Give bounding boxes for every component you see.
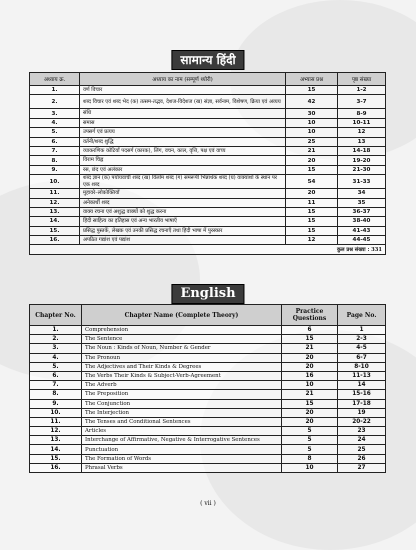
chapter-name: Phrasal Verbs bbox=[82, 463, 282, 472]
chapter-no: 3. bbox=[30, 109, 80, 118]
header-chapter-no: Chapter No. bbox=[30, 305, 82, 326]
practice-questions: 10 bbox=[282, 463, 338, 472]
chapter-no: 1. bbox=[30, 86, 80, 95]
chapter-no: 7. bbox=[30, 146, 80, 155]
table-header-row bbox=[30, 305, 386, 326]
chapter-no: 11. bbox=[30, 189, 80, 198]
chapter-name: Punctuation bbox=[82, 445, 282, 454]
page-no: 27 bbox=[338, 463, 386, 472]
page-no: 6-7 bbox=[338, 353, 386, 362]
chapter-name: रस, छंद एवं अलंकार bbox=[80, 165, 286, 174]
table-row bbox=[30, 165, 386, 174]
chapter-no: 3. bbox=[30, 344, 82, 353]
chapter-no: 16. bbox=[30, 463, 82, 472]
table-row bbox=[30, 95, 386, 109]
chapter-no: 16. bbox=[30, 236, 80, 245]
page-no: 2-3 bbox=[338, 335, 386, 344]
practice-questions: 15 bbox=[286, 226, 338, 235]
header-page-no: पृष्ठ संख्या bbox=[338, 73, 386, 86]
practice-questions: 30 bbox=[286, 109, 338, 118]
practice-questions: 21 bbox=[282, 344, 338, 353]
practice-questions: 11 bbox=[286, 198, 338, 207]
table-row bbox=[30, 335, 386, 344]
practice-questions: 15 bbox=[282, 399, 338, 408]
chapter-name: The Interjection bbox=[82, 408, 282, 417]
chapter-no: 1. bbox=[30, 326, 82, 335]
practice-questions: 15 bbox=[282, 335, 338, 344]
chapter-no: 2. bbox=[30, 335, 82, 344]
practice-questions: 15 bbox=[286, 86, 338, 95]
header-page-no: Page No. bbox=[338, 305, 386, 326]
table-row bbox=[30, 207, 386, 216]
practice-questions: 20 bbox=[282, 362, 338, 371]
chapter-no: 7. bbox=[30, 381, 82, 390]
chapter-name: Comprehension bbox=[82, 326, 282, 335]
table-row bbox=[30, 128, 386, 137]
total-row bbox=[30, 245, 386, 255]
practice-questions: 20 bbox=[282, 353, 338, 362]
chapter-name: अनेकार्थी शब्द bbox=[80, 198, 286, 207]
chapter-name: The Verbs Their Kinds & Subject-Verb-Agreement bbox=[82, 371, 282, 380]
chapter-name: व्याकरणिक कोटियाँ पदसर्ग (कारक), लिंग, वचन, काल, वृत्ति, पक्ष एवं वाच्य bbox=[80, 146, 286, 155]
table-row bbox=[30, 454, 386, 463]
chapter-name: The Tenses and Conditional Sentences bbox=[82, 417, 282, 426]
chapter-name: The Noun : Kinds of Noun, Number & Gender bbox=[82, 344, 282, 353]
table-row bbox=[30, 417, 386, 426]
chapter-name: मुहावरे–लोकोक्तियाँ bbox=[80, 189, 286, 198]
chapter-no: 8. bbox=[30, 156, 80, 165]
table-row bbox=[30, 326, 386, 335]
page-no: 1 bbox=[338, 326, 386, 335]
chapter-no: 5. bbox=[30, 128, 80, 137]
chapter-name: वर्तनी/शब्द शुद्धि bbox=[80, 137, 286, 146]
table-row bbox=[30, 137, 386, 146]
practice-questions: 10 bbox=[286, 118, 338, 127]
chapter-no: 9. bbox=[30, 165, 80, 174]
chapter-no: 4. bbox=[30, 353, 82, 362]
chapter-name: The Conjunction bbox=[82, 399, 282, 408]
chapter-name: Interchange of Affirmative, Negative & Interrogative Sentences bbox=[82, 436, 282, 445]
practice-questions: 8 bbox=[282, 454, 338, 463]
chapter-name: प्रसिद्ध पुस्तकें, लेखक एवं उनकी प्रसिद्ध रचनाएँ तथा हिंदी भाषा में पुरस्कार bbox=[80, 226, 286, 235]
page-no: 34 bbox=[338, 189, 386, 198]
table-row bbox=[30, 86, 386, 95]
table-row bbox=[30, 399, 386, 408]
page-number: ( vii ) bbox=[200, 500, 216, 507]
table-row bbox=[30, 198, 386, 207]
chapter-no: 8. bbox=[30, 390, 82, 399]
practice-questions: 54 bbox=[286, 175, 338, 189]
table-row bbox=[30, 236, 386, 245]
chapter-name: हिंदी साहित्य का इतिहास एवं अन्य भारतीय भाषाएँ bbox=[80, 217, 286, 226]
practice-questions: 15 bbox=[286, 217, 338, 226]
table-row bbox=[30, 109, 386, 118]
page-no: 41-43 bbox=[338, 226, 386, 235]
practice-questions: 15 bbox=[286, 165, 338, 174]
table-row bbox=[30, 362, 386, 371]
practice-questions: 20 bbox=[286, 156, 338, 165]
table-header-row bbox=[30, 73, 386, 86]
chapter-name: शब्द ज्ञान (क) पर्यायवाची शब्द (ख) विलोम शब्द (ग) समरूपी भिन्नार्थक शब्द (घ) वाक्यांशों के स्थान पर एक शब्द bbox=[80, 175, 286, 189]
page-no: 3-7 bbox=[338, 95, 386, 109]
chapter-name: Articles bbox=[82, 427, 282, 436]
hindi-section-title: सामान्य हिंदी bbox=[171, 50, 244, 70]
chapter-name: The Sentence bbox=[82, 335, 282, 344]
english-table-body bbox=[30, 326, 386, 473]
page-no: 11-13 bbox=[338, 371, 386, 380]
practice-questions: 5 bbox=[282, 427, 338, 436]
page-no: 19 bbox=[338, 408, 386, 417]
practice-questions: 25 bbox=[286, 137, 338, 146]
hindi-contents-table bbox=[29, 72, 386, 255]
table-row bbox=[30, 371, 386, 380]
page-no: 12 bbox=[338, 128, 386, 137]
chapter-no: 9. bbox=[30, 399, 82, 408]
chapter-no: 12. bbox=[30, 198, 80, 207]
header-practice-questions: अभ्यास प्रश्न bbox=[286, 73, 338, 86]
chapter-name: The Preposition bbox=[82, 390, 282, 399]
page-no: 19-20 bbox=[338, 156, 386, 165]
practice-questions: 12 bbox=[286, 236, 338, 245]
practice-questions: 20 bbox=[282, 408, 338, 417]
chapter-no: 15. bbox=[30, 226, 80, 235]
table-row bbox=[30, 226, 386, 235]
total-questions: कुल प्रश्न संख्या : 331 bbox=[30, 245, 386, 255]
practice-questions: 20 bbox=[282, 417, 338, 426]
chapter-no: 2. bbox=[30, 95, 80, 109]
chapter-no: 5. bbox=[30, 362, 82, 371]
table-row bbox=[30, 118, 386, 127]
table-row bbox=[30, 381, 386, 390]
chapter-no: 10. bbox=[30, 408, 82, 417]
chapter-name: The Formation of Words bbox=[82, 454, 282, 463]
practice-questions: 16 bbox=[282, 371, 338, 380]
table-row bbox=[30, 436, 386, 445]
table-row bbox=[30, 217, 386, 226]
practice-questions: 6 bbox=[282, 326, 338, 335]
page-no: 13 bbox=[338, 137, 386, 146]
table-row bbox=[30, 189, 386, 198]
page-no: 1-2 bbox=[338, 86, 386, 95]
chapter-name: वाक्य रचना एवं अशुद्ध वाक्यों को शुद्ध करना bbox=[80, 207, 286, 216]
chapter-name: विराम चिह्न bbox=[80, 156, 286, 165]
page-no: 44-45 bbox=[338, 236, 386, 245]
table-row bbox=[30, 463, 386, 472]
page-no: 26 bbox=[338, 454, 386, 463]
chapter-name: वर्ण विचार bbox=[80, 86, 286, 95]
chapter-no: 14. bbox=[30, 217, 80, 226]
page-no: 17-18 bbox=[338, 399, 386, 408]
chapter-name: संधि bbox=[80, 109, 286, 118]
chapter-no: 10. bbox=[30, 175, 80, 189]
page-no: 21-30 bbox=[338, 165, 386, 174]
english-contents-table bbox=[29, 304, 386, 473]
chapter-name: शब्द विचार एवं शब्द भेद (क) तत्सम-तद्भव, देशज-विदेशज (ख) संज्ञा, सर्वनाम, विशेषण, क्रिया एवं अव्यय bbox=[80, 95, 286, 109]
chapter-no: 11. bbox=[30, 417, 82, 426]
page-no: 31-33 bbox=[338, 175, 386, 189]
page-no: 35 bbox=[338, 198, 386, 207]
header-chapter-name: Chapter Name (Complete Theory) bbox=[82, 305, 282, 326]
practice-questions: 5 bbox=[282, 445, 338, 454]
table-row bbox=[30, 427, 386, 436]
page-no: 36-37 bbox=[338, 207, 386, 216]
chapter-name: The Adverb bbox=[82, 381, 282, 390]
practice-questions: 20 bbox=[286, 189, 338, 198]
table-row bbox=[30, 156, 386, 165]
page-no: 38-40 bbox=[338, 217, 386, 226]
chapter-name: उपसर्ग एवं प्रत्यय bbox=[80, 128, 286, 137]
table-row bbox=[30, 146, 386, 155]
table-row bbox=[30, 445, 386, 454]
chapter-no: 13. bbox=[30, 207, 80, 216]
chapter-no: 14. bbox=[30, 445, 82, 454]
chapter-no: 13. bbox=[30, 436, 82, 445]
practice-questions: 15 bbox=[286, 207, 338, 216]
hindi-table-body bbox=[30, 86, 386, 245]
table-row bbox=[30, 390, 386, 399]
chapter-name: अपठित गद्यांश एवं पद्यांश bbox=[80, 236, 286, 245]
page-no: 15-16 bbox=[338, 390, 386, 399]
practice-questions: 21 bbox=[286, 146, 338, 155]
practice-questions: 10 bbox=[286, 128, 338, 137]
page-no: 14-18 bbox=[338, 146, 386, 155]
chapter-name: The Pronoun bbox=[82, 353, 282, 362]
chapter-name: समास bbox=[80, 118, 286, 127]
page-no: 8-9 bbox=[338, 109, 386, 118]
page-no: 4-5 bbox=[338, 344, 386, 353]
header-chapter-no: अध्याय क्र. bbox=[30, 73, 80, 86]
practice-questions: 10 bbox=[282, 381, 338, 390]
practice-questions: 5 bbox=[282, 436, 338, 445]
table-row bbox=[30, 408, 386, 417]
page-no: 24 bbox=[338, 436, 386, 445]
chapter-no: 6. bbox=[30, 371, 82, 380]
page-no: 10-11 bbox=[338, 118, 386, 127]
table-row bbox=[30, 344, 386, 353]
page-no: 14 bbox=[338, 381, 386, 390]
page-no: 8-10 bbox=[338, 362, 386, 371]
table-row bbox=[30, 353, 386, 362]
practice-questions: 42 bbox=[286, 95, 338, 109]
header-chapter-name: अध्याय का नाम (सम्पूर्ण थ्योरी) bbox=[80, 73, 286, 86]
practice-questions: 21 bbox=[282, 390, 338, 399]
chapter-no: 12. bbox=[30, 427, 82, 436]
page-no: 23 bbox=[338, 427, 386, 436]
chapter-no: 6. bbox=[30, 137, 80, 146]
english-section-title: English bbox=[171, 284, 244, 304]
chapter-no: 4. bbox=[30, 118, 80, 127]
chapter-name: The Adjectives and Their Kinds & Degrees bbox=[82, 362, 282, 371]
page-no: 25 bbox=[338, 445, 386, 454]
chapter-no: 15. bbox=[30, 454, 82, 463]
page-no: 20-22 bbox=[338, 417, 386, 426]
header-practice-questions: Practice Questions bbox=[282, 305, 338, 326]
table-row bbox=[30, 175, 386, 189]
